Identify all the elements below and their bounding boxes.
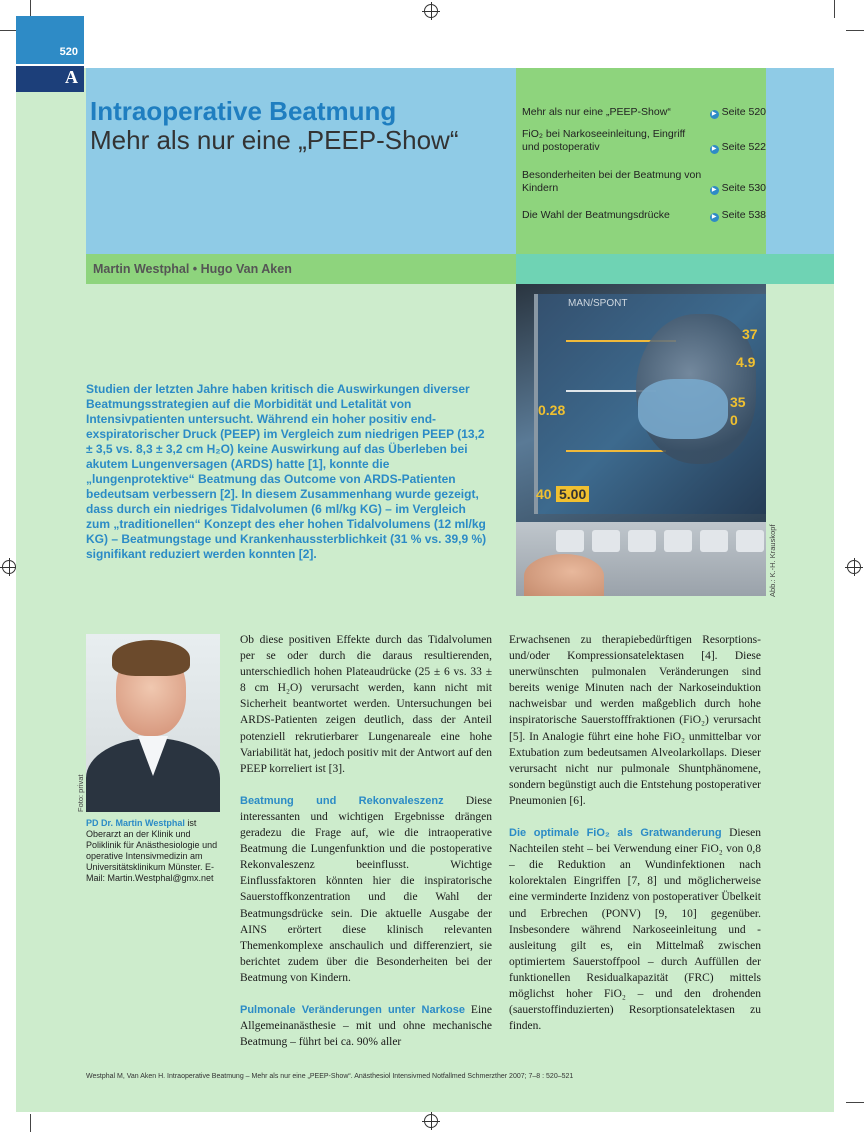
article-title: Intraoperative Beatmung	[90, 96, 397, 126]
ventilator-photo	[516, 284, 766, 596]
toc-item-text: Die Wahl der Beatmungsdrücke	[522, 209, 670, 221]
section-heading: Pulmonale Veränderungen unter Narkose	[240, 1003, 465, 1016]
arrow-right-icon: ▶	[710, 186, 719, 195]
toc-item[interactable]	[522, 106, 766, 119]
registration-mark	[424, 1114, 438, 1128]
panel-button	[592, 530, 620, 552]
toc-item-page: ▶ Seite 520	[710, 106, 766, 119]
paragraph: Erwachsenen zu therapiebedürftigen Resorptions- und/oder Kompressionsatelektasen [4]. Diese unerwünschten pulmonalen Veränderungen sind bereits wenige Minuten nach der Narkoseinduktion nachweisbar und werden maßgeblich durch hohe inspiratorische Sauerstofffraktionen (FiO₂) verursacht [5]. In Analogie führt eine hohe FiO₂ unmittelbar vor Extubation zum bedeutsamen Alveolarkollaps. Dieser verursacht nicht nur pulmonale Shuntphänomene, sondern begünstigt auch die Entstehung postoperativer Pneumonien [6].	[509, 634, 761, 807]
monitor-value: 37	[742, 326, 758, 342]
hand-finger	[524, 554, 604, 596]
monitor-value: 0	[730, 412, 738, 428]
paragraph: Beatmung und Rekonvaleszenz Diese interessanten und wichtigen Ergebnisse drängen geradezu die Frage auf, wie die intraoperative Beatmung die Lungenfunktion und die postoperative Rekonvaleszenz beeinflusst. Wichtige Einflussfaktoren könnten hier die inspiratorische Sauerstoffkonzentration und die Wahl der Beatmungsdrücke sein. Die aktuelle Ausgabe der AINS erörtert diese klinisch relevanten Themenkomplexe anschaulich und differenziert, sie berichtet zudem über die Besonderheiten bei der Beatmung von Kindern.	[240, 794, 492, 984]
panel-button	[700, 530, 728, 552]
crop-mark	[30, 1114, 31, 1132]
author-bar-accent	[516, 254, 834, 284]
author-portrait	[86, 634, 220, 812]
bio-name: PD Dr. Martin Westphal	[86, 818, 185, 828]
monitor-value: 40	[536, 486, 552, 502]
panel-button	[664, 530, 692, 552]
paragraph: Pulmonale Veränderungen unter Narkose Eine Allgemeinanästhesie – mit und ohne mechanische Beatmung – führt bei ca. 90% aller	[240, 1003, 492, 1049]
arrow-right-icon: ▶	[710, 145, 719, 154]
toc-item[interactable]	[522, 209, 766, 222]
section-letter: A	[16, 66, 84, 92]
arrow-right-icon: ▶	[710, 213, 719, 222]
portrait-hair	[112, 640, 190, 676]
toc-item-page: ▶ Seite 538	[710, 209, 766, 222]
registration-mark	[424, 4, 438, 18]
toc-item[interactable]	[522, 128, 766, 154]
registration-mark	[2, 560, 16, 574]
author-bio	[86, 818, 220, 884]
panel-button	[628, 530, 656, 552]
crop-mark	[834, 0, 835, 18]
monitor-value: 4.9	[736, 354, 756, 370]
toc-side-panel	[766, 68, 834, 254]
crop-mark	[846, 1102, 864, 1103]
monitor-mode-label: MAN/SPONT	[568, 298, 628, 309]
paragraph: Die optimale FiO₂ als Gratwanderung Diesen Nachteilen steht – bei Verwendung einer FiO₂ von 0,8 – die Reduktion an Wundinfektionen nach kolorektalen Eingriffen [7, 8] und möglicherweise eine verminderte Inzidenz von postoperativer Übelkeit und Erbrechen (PONV) [9, 10] gegenüber. Insbesondere während Narkoseeinleitung und -ausleitung gilt es, ein Mittelmaß zwischen optimiertem Sauerstoffpool – durch Auffüllen der funktionellen Residualkapazität (FRC) mittels möglichst hoher FiO₂ – und den drohenden (sauerstoffinduzierten) Resorptionsatelektasen zu finden.	[509, 827, 761, 1033]
body-column-2	[509, 632, 761, 1050]
monitor-value: 5.00	[556, 486, 589, 502]
toc-item-text: Besonderheiten bei der Beatmung von Kindern	[522, 169, 702, 194]
paragraph: Ob diese positiven Effekte durch das Tidalvolumen per se oder durch die daraus resultierenden, unterschiedlich hohen Plateaudrücke (25 ± 6 vs. 33 ± 8 cm H₂O) verursacht werden, kann nicht mit Sicherheit beantwortet werden. Untersuchungen bei ARDS-Patienten zeigen deutlich, dass der Anteil potenziell rekrutierbarer Lungenareale eine hohe Variabilität hat, jedoch positiv mit der Antwort auf den PEEP korreliert ist [3].	[240, 634, 492, 775]
toc-item-page: ▶ Seite 530	[710, 182, 766, 195]
toc-box	[516, 68, 766, 254]
authors: Martin Westphal • Hugo Van Aken	[93, 262, 292, 276]
article-subtitle: Mehr als nur eine „PEEP-Show“	[90, 125, 459, 155]
page-number: 520	[16, 16, 84, 64]
monitor-value: 0.28	[538, 402, 566, 418]
abstract: Studien der letzten Jahre haben kritisch die Auswirkungen diverser Beatmungsstrategien auf die Morbidität und Letalität von Intensivpatienten untersucht. Während ein hoher positiv end-exspiratorischer Druck (PEEP) im Vergleich zum niedrigen PEEP (13,2 ± 3,5 vs. 8,3 ± 3,2 cm H₂O) keine Auswirkung auf das Überleben bei akutem Lungenversagen (ARDS) hatte [1], konnte die „lungenprotektive“ Beatmung das Outcome von ARDS-Patienten bedeutsam verbessern [2]. In diesem Zusammenhang wurde gezeigt, dass durch ein niedriges Tidalvolumen (6 ml/kg KG) – im Vergleich zum „traditionellen“ Konzept des eher hohen Tidalvolumens (12 ml/kg KG) – Beatmungstage und Krankenhaussterblichkeit (31 % vs. 39,9 %) signifikant reduziert werden konnten [2].	[86, 382, 487, 561]
toc-item-page: ▶ Seite 522	[710, 141, 766, 154]
portrait-credit: Foto: privat	[76, 774, 85, 812]
panel-button	[556, 530, 584, 552]
body-column-1	[240, 632, 492, 1066]
section-heading: Die optimale FiO₂ als Gratwanderung	[509, 827, 722, 840]
bio-text: ist Oberarzt an der Klinik und Poliklinik für Anästhesiologie und operative Intensivmedizin am Universitätsklinikum Münster. E-Mail: Martin.Westphal@gmx.net	[86, 818, 218, 883]
arrow-right-icon: ▶	[710, 110, 719, 119]
photo-credit: Abb.: K.-H. Krauskopf	[768, 524, 777, 597]
monitor-value: 35	[730, 394, 746, 410]
panel-button	[736, 530, 764, 552]
crop-mark	[846, 30, 864, 31]
registration-mark	[847, 560, 861, 574]
surgical-mask	[638, 379, 728, 439]
toc-item[interactable]	[522, 169, 766, 195]
toc-item-text: Mehr als nur eine „PEEP-Show“	[522, 106, 671, 118]
citation-footer: Westphal M, Van Aken H. Intraoperative Beatmung – Mehr als nur eine „PEEP-Show“. Anästhesiol Intensivmed Notfallmed Schmerzther 2007; 7–8 : 520–521	[86, 1073, 574, 1080]
section-heading: Beatmung und Rekonvaleszenz	[240, 794, 444, 807]
toc-item-text: FiO₂ bei Narkoseeinleitung, Eingriff und postoperativ	[522, 128, 686, 153]
